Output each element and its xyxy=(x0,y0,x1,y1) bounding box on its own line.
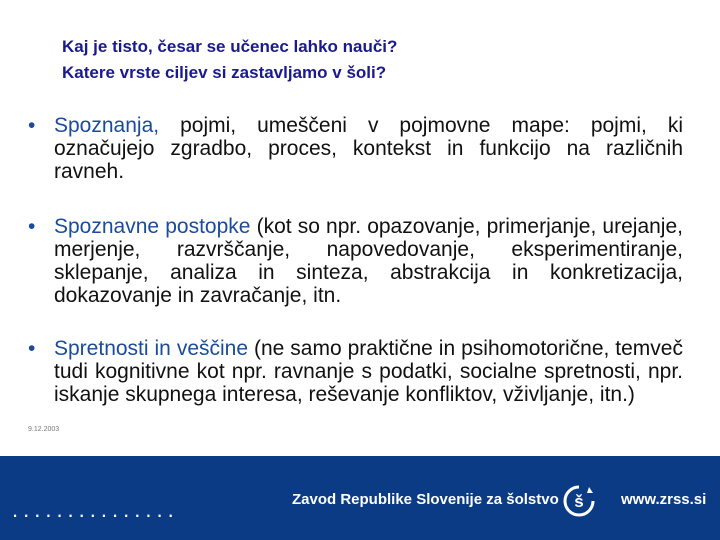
bullet-marker: • xyxy=(28,215,36,238)
bullet-item xyxy=(28,337,683,406)
bullet-item xyxy=(28,114,683,183)
date-stamp: 9.12.2003 xyxy=(28,426,60,433)
bullet-item xyxy=(28,215,683,307)
footer-bar xyxy=(0,456,720,540)
bullet-heading: Spretnosti in veščine xyxy=(54,337,249,360)
bullet-heading: Spoznanja, xyxy=(54,114,160,137)
bullet-text: pojmi, umeščeni v pojmovne mape: pojmi, ki označujejo zgradbo, proces, kontekst in funkcijo na različnih ravneh. xyxy=(54,114,683,183)
slide-title xyxy=(62,34,662,86)
bullet-heading: Spoznavne postopke xyxy=(54,215,251,238)
bullet-list xyxy=(28,114,683,406)
bullet-marker: • xyxy=(28,114,36,137)
bullet-marker: • xyxy=(28,337,36,360)
footer-url[interactable]: www.zrss.si xyxy=(621,491,707,508)
svg-text:š: š xyxy=(574,492,584,511)
title-line-1: Kaj je tisto, česar se učenec lahko nauči? xyxy=(62,37,398,56)
title-line-2: Katere vrste ciljev si zastavljamo v šoli? xyxy=(62,63,387,82)
footer-dots: ............... xyxy=(12,497,179,522)
zrss-logo-icon xyxy=(562,484,596,518)
bullet-text: (kot so npr. opazovanje, primerjanje, urejanje, merjenje, razvrščanje, napovedovanje, eksperimentiranje, sklepanje, analiza in sinteza, abstrakcija in konkretizacija, dokazovanje in zavračanje, itn. xyxy=(54,215,683,307)
footer-brand: Zavod Republike Slovenije za šolstvo xyxy=(292,491,559,508)
bullet-text: (ne samo praktične in psihomotorične, temveč tudi kognitivne kot npr. ravnanje s podatki, socialne spretnosti, npr. iskanje skupnega interesa, reševanje konfliktov, vživljanje, itn.) xyxy=(54,337,683,406)
